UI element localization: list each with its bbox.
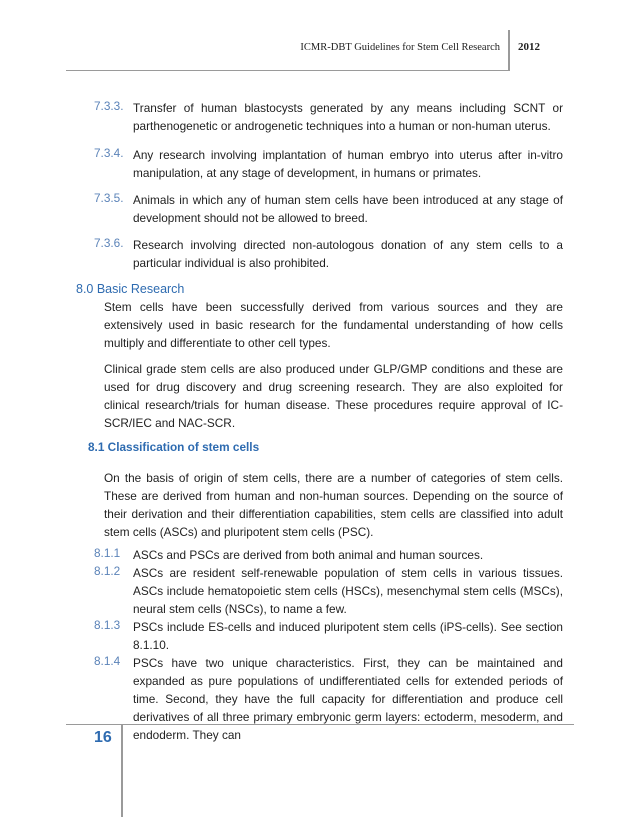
item-text: Research involving directed non-autologous donation of any stem cells to a particular individual is also prohibited. [133,238,563,270]
item-text: Animals in which any of human stem cells have been introduced at any stage of development should not be allowed to breed. [133,193,563,225]
list-item [133,654,563,744]
item-number: 8.1.1 [94,546,121,560]
footer-divider [121,725,123,817]
paragraph: On the basis of origin of stem cells, there are a number of categories of stem cells. These are derived from human and non-human sources. Depending on the source of their derivation and their differentiation capabilities, stem cells are classified into adult stem cells (ASCs) and pluripotent stem cells (PSC). [104,471,563,539]
section-heading: 8.0 Basic Research [76,282,185,296]
item-number: 7.3.4. [94,146,124,160]
item-number: 8.1.4 [94,654,121,668]
list-item [133,564,563,618]
item-number: 7.3.5. [94,191,124,205]
item-text: PSCs include ES-cells and induced pluripotent stem cells (iPS-cells). See section 8.1.10. [133,620,563,652]
subsection-heading: 8.1 Classification of stem cells [88,440,260,454]
header-divider [508,30,510,70]
item-text: ASCs and PSCs are derived from both animal and human sources. [133,548,484,562]
paragraph: Stem cells have been successfully derived from various sources and they are extensively used in basic research for the fundamental understanding of how cells multiply and differentiate to other cell types. [104,300,563,350]
list-item [133,146,563,182]
item-text: Transfer of human blastocysts generated by any means including SCNT or parthenogenetic or androgenetic techniques into a human or non-human uterus. [133,101,563,133]
list-item [133,618,563,654]
item-number: 7.3.3. [94,99,124,113]
header-year: 2012 [518,41,540,53]
item-number: 7.3.6. [94,236,124,250]
list-item [133,99,563,135]
header-title: ICMR-DBT Guidelines for Stem Cell Research [300,42,500,53]
item-text: Any research involving implantation of human embryo into uterus after in-vitro manipulation, at any stage of development, in humans or primates. [133,148,563,180]
item-text: PSCs have two unique characteristics. First, they can be maintained and expanded as pure populations of undifferentiated cells for extended periods of time. Second, they have the full capacity for differentiation and produce cell derivatives of all three primary embryonic germ layers: ectoderm, mesoderm, and endoderm. They can [133,656,563,742]
item-text: ASCs are resident self-renewable population of stem cells in various tissues. ASCs include hematopoietic stem cells (HSCs), mesenchymal stem cells (MSCs), neural stem cells (NSCs), to name a few. [133,566,563,616]
item-number: 8.1.2 [94,564,121,578]
list-item [133,546,563,564]
page-number: 16 [94,729,112,746]
paragraph: Clinical grade stem cells are also produced under GLP/GMP conditions and these are used for drug discovery and drug screening research. They are also exploited for clinical research/trials for human disease. These procedures require approval of IC-SCR/IEC and NAC-SCR. [104,362,563,430]
header-rule [66,70,510,71]
footer-rule [66,724,574,725]
list-item [133,191,563,227]
list-item [133,236,563,272]
item-number: 8.1.3 [94,618,121,632]
